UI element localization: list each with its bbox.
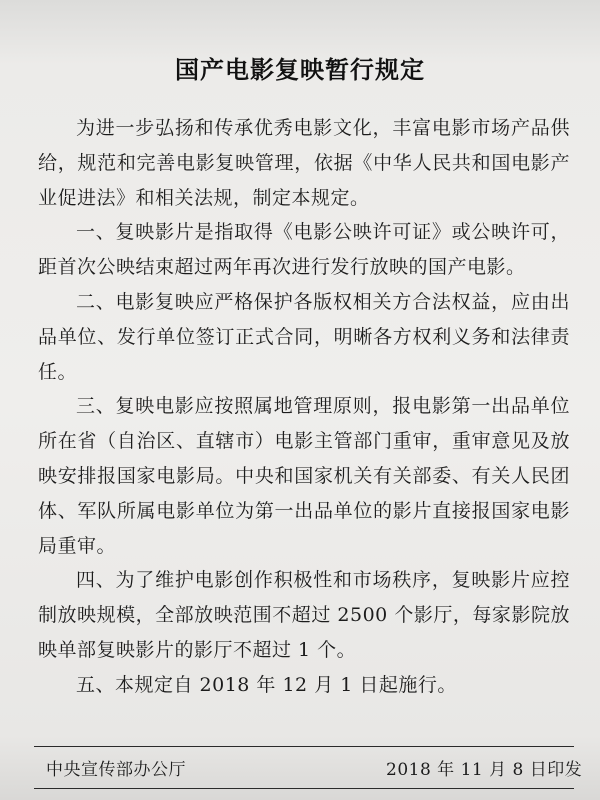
document-body bbox=[38, 111, 570, 703]
paragraph-article-2: 二、电影复映应严格保护各版权相关方合法权益，应由出品单位、发行单位签订正式合同，明晰各方权利义务和法律责任。 bbox=[38, 290, 570, 383]
paragraph-article-4: 四、为了维护电影创作积极性和市场秩序，复映影片应控制放映规模，全部放映范围不超过 2500 个影厅，每家影院放映单部复映影片的影厅不超过 1 个。 bbox=[38, 569, 570, 661]
footer-bottom-rule bbox=[34, 788, 574, 789]
paragraph-article-1: 一、复映影片是指取得《电影公映许可证》或公映许可，距首次公映结束超过两年再次进行发行放映的国产电影。 bbox=[38, 221, 570, 279]
paragraph-article-5: 五、本规定自 2018 年 12 月 1 日起施行。 bbox=[76, 673, 457, 696]
footer-top-rule bbox=[34, 746, 574, 747]
footer-issuer: 中央宣传部办公厅 bbox=[46, 760, 186, 780]
paragraph-preamble: 为进一步弘扬和传承优秀电影文化，丰富电影市场产品供给，规范和完善电影复映管理，依据《中华人民共和国电影产业促进法》和相关法规，制定本规定。 bbox=[38, 117, 570, 209]
footer-date: 2018 年 11 月 8 日印发 bbox=[386, 760, 583, 780]
paragraph-article-3: 三、复映电影应按照属地管理原则，报电影第一出品单位所在省（自治区、直辖市）电影主管部门重审，重审意见及放映安排报国家电影局。中央和国家机关有关部委、有关人民团体、军队所属电影单位为第一出品单位的影片直接报国家电影局重审。 bbox=[38, 395, 570, 557]
document-title: 国产电影复映暂行规定 bbox=[175, 56, 425, 84]
